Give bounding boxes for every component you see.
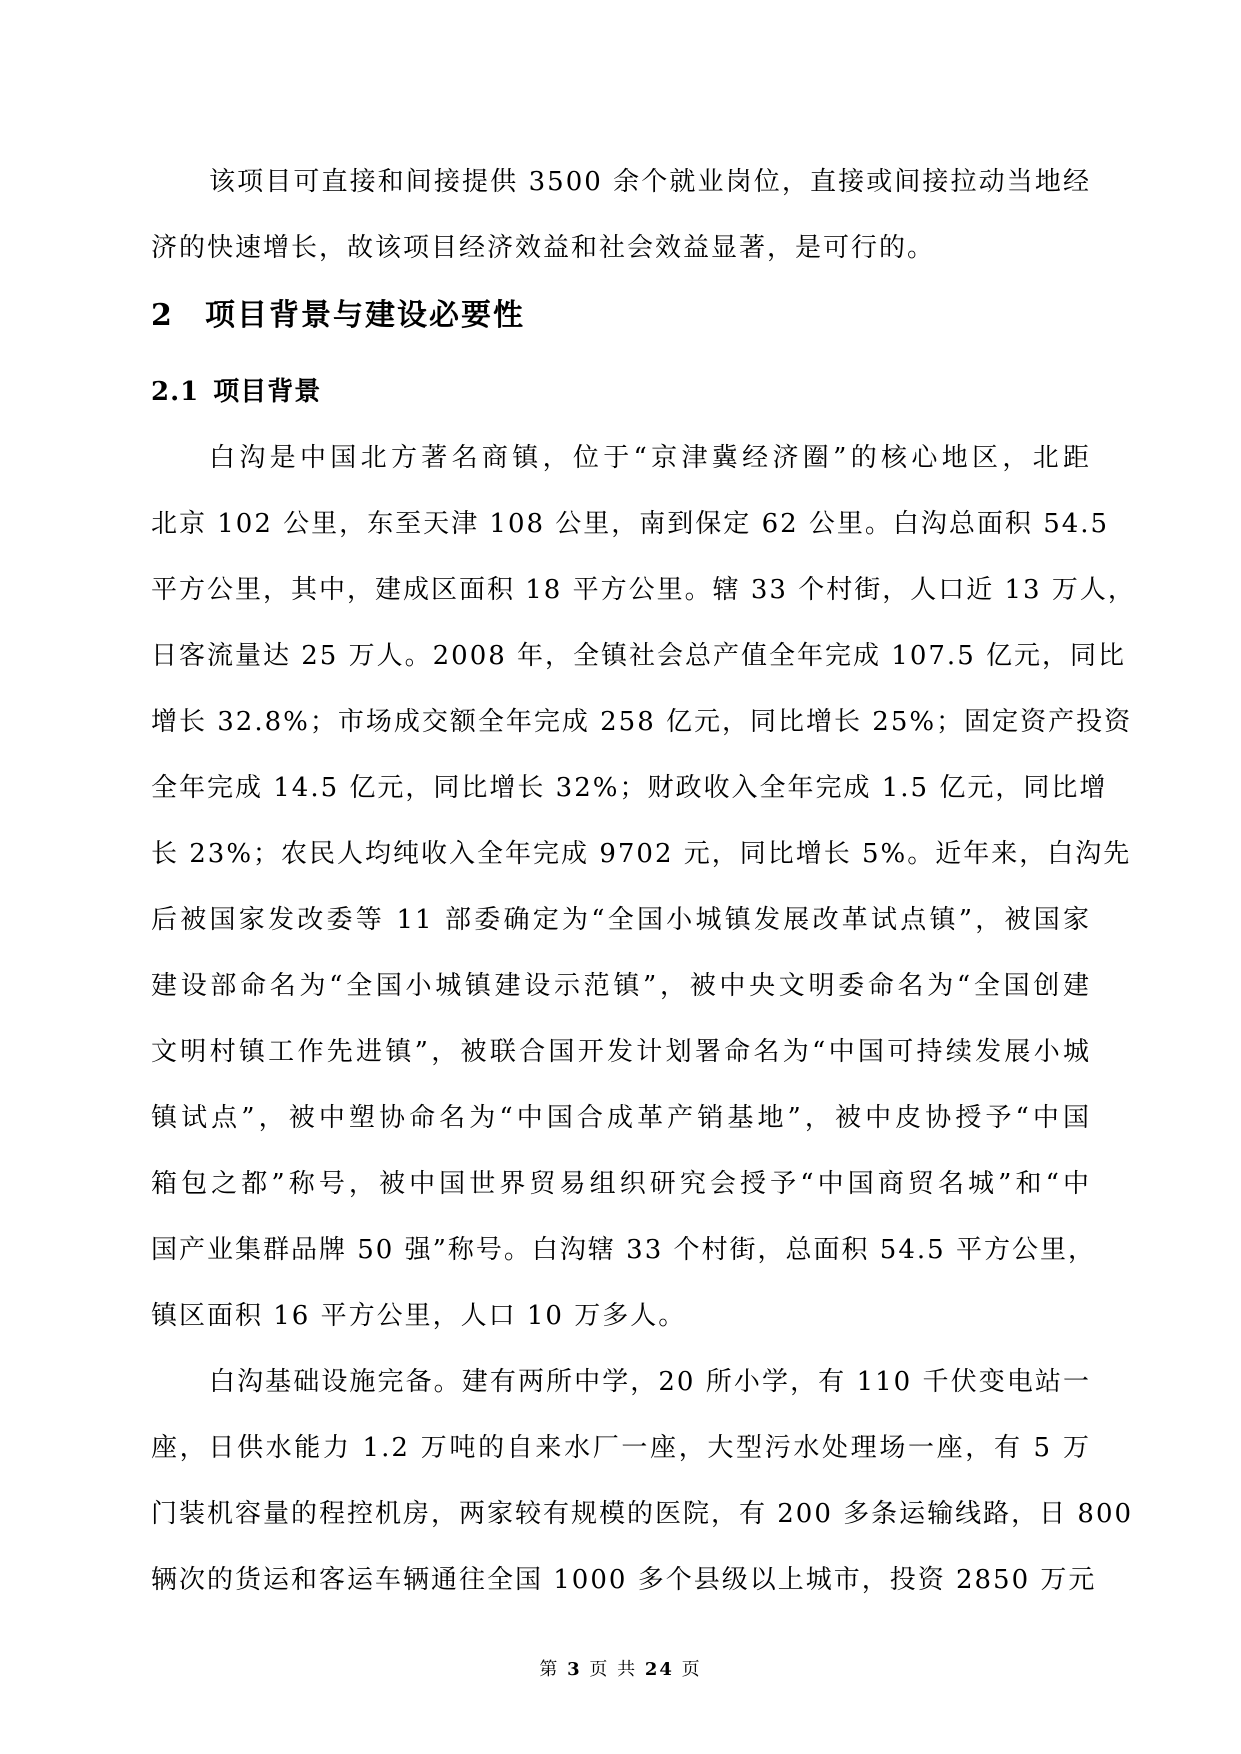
paragraph-line: 镇试点”，被中塑协命名为“中国合成革产销基地”，被中皮协授予“中国 <box>151 1103 1091 1133</box>
section-number: 2 <box>151 298 174 333</box>
intro-paragraph <box>151 160 1091 292</box>
intro-line-2: 济的快速增长，故该项目经济效益和社会效益显著，是可行的。 <box>151 233 936 263</box>
footer-suffix: 页 <box>681 1659 702 1680</box>
subsection-title: 项目背景 <box>213 377 322 407</box>
paragraph-line: 平方公里，其中，建成区面积 18 平方公里。辖 33 个村街，人口近 13 万人， <box>151 575 1136 605</box>
paragraph-line: 日客流量达 25 万人。2008 年，全镇社会总产值全年完成 107.5 亿元，同比 <box>151 641 1127 671</box>
section-title: 项目背景与建设必要性 <box>205 298 525 333</box>
paragraph-line: 箱包之都”称号，被中国世界贸易组织研究会授予“中国商贸名城”和“中 <box>151 1169 1091 1199</box>
background-paragraph <box>151 436 1136 1360</box>
paragraph-line: 北京 102 公里，东至天津 108 公里，南到保定 62 公里。白沟总面积 54.5 <box>151 509 1110 539</box>
subsection-number: 2.1 <box>151 377 200 407</box>
infrastructure-paragraph <box>151 1360 1134 1624</box>
paragraph-line: 镇区面积 16 平方公里，人口 10 万多人。 <box>151 1301 687 1331</box>
paragraph-line: 全年完成 14.5 亿元，同比增长 32%；财政收入全年完成 1.5 亿元，同比增 <box>151 773 1108 803</box>
page-content <box>151 160 1136 1624</box>
paragraph-line: 座，日供水能力 1.2 万吨的自来水厂一座，大型污水处理场一座，有 5 万 <box>151 1433 1091 1463</box>
page-footer <box>0 1655 1241 1681</box>
paragraph-line: 建设部命名为“全国小城镇建设示范镇”，被中央文明委命名为“全国创建 <box>151 971 1091 1001</box>
paragraph-line: 后被国家发改委等 11 部委确定为“全国小城镇发展改革试点镇”，被国家 <box>151 905 1091 935</box>
footer-middle: 页 共 <box>589 1659 638 1680</box>
footer-prefix: 第 <box>539 1659 560 1680</box>
subsection-heading <box>151 370 1091 436</box>
paragraph-line: 白沟基础设施完备。建有两所中学，20 所小学，有 110 千伏变电站一 <box>209 1367 1091 1397</box>
footer-total-pages: 24 <box>644 1659 674 1680</box>
paragraph-line: 白沟是中国北方著名商镇，位于“京津冀经济圈”的核心地区，北距 <box>209 443 1091 473</box>
paragraph-line: 增长 32.8%；市场成交额全年完成 258 亿元，同比增长 25%；固定资产投资 <box>151 707 1133 737</box>
paragraph-line: 文明村镇工作先进镇”，被联合国开发计划署命名为“中国可持续发展小城 <box>151 1037 1091 1067</box>
section-heading <box>151 294 1091 370</box>
intro-line-1: 该项目可直接和间接提供 3500 余个就业岗位，直接或间接拉动当地经 <box>209 167 1091 197</box>
paragraph-line: 辆次的货运和客运车辆通往全国 1000 多个县级以上城市，投资 2850 万元 <box>151 1565 1097 1595</box>
paragraph-line: 国产业集群品牌 50 强”称号。白沟辖 33 个村街，总面积 54.5 平方公里， <box>151 1235 1096 1265</box>
paragraph-line: 长 23%；农民人均纯收入全年完成 9702 元，同比增长 5%。近年来，白沟先 <box>151 839 1132 869</box>
paragraph-line: 门装机容量的程控机房，两家较有规模的医院，有 200 多条运输线路，日 800 <box>151 1499 1134 1529</box>
footer-page-number: 3 <box>567 1659 582 1680</box>
